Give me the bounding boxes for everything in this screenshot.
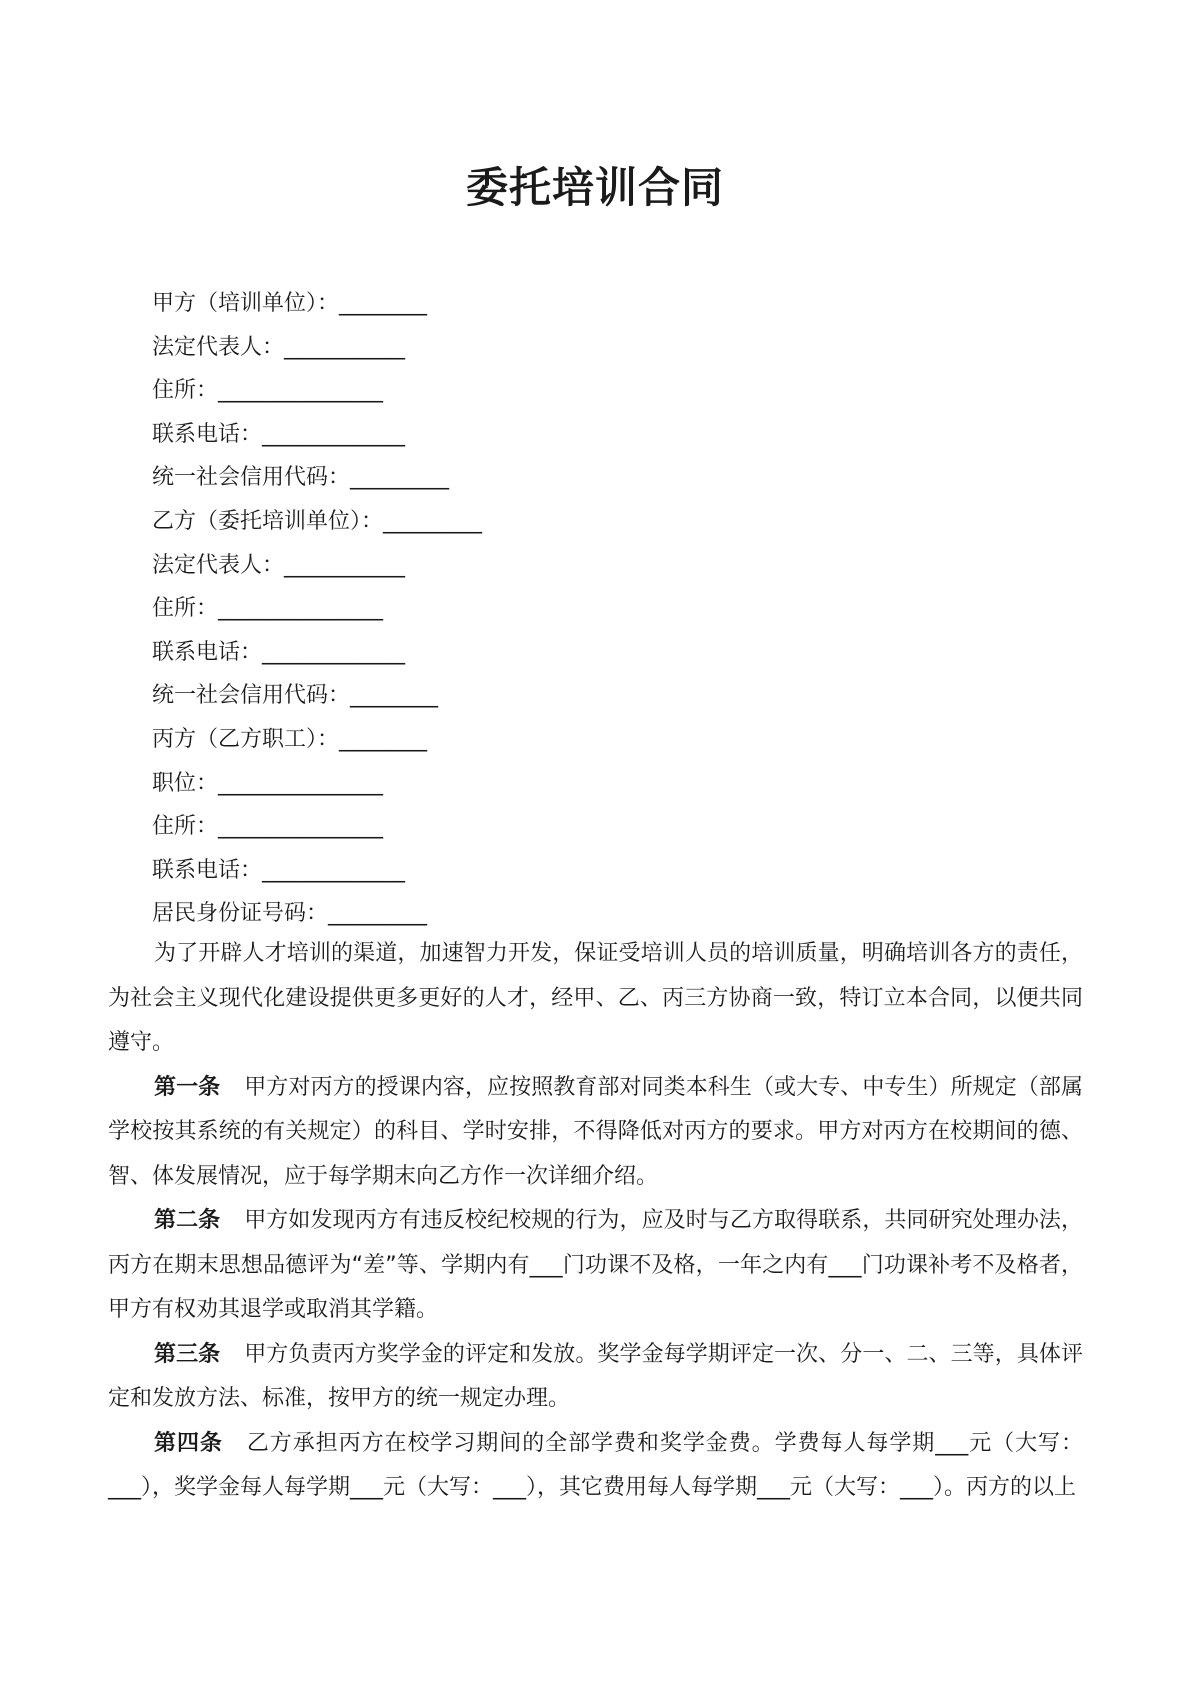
field-party-a-credit-code: 统一社会信用代码：_________ [152, 465, 450, 491]
field-party-c-phone: 联系电话：_____________ [152, 857, 406, 883]
field-party-b: 乙方（委托培训单位）：_________ [152, 508, 483, 534]
field-party-b-address: 住所：_______________ [152, 596, 384, 622]
field-party-b-representative: 法定代表人：___________ [152, 552, 406, 578]
field-party-c-id-number: 居民身份证号码：_________ [152, 901, 428, 927]
article-4 [108, 1422, 1083, 1511]
field-party-a-address: 住所：_______________ [152, 378, 384, 404]
article-3 [108, 1333, 1083, 1422]
article-4-text: 乙方承担丙方在校学习期间的全部学费和奖学金费。学费每人每学期___元（大写：___），奖学金每人每学期___元（大写：___），其它费用每人每学期___元（大写：___）。丙方的以上 [108, 1430, 1083, 1500]
article-1-text: 甲方对丙方的授课内容，应按照教育部对同类本科生（或大专、中专生）所规定（部属学校按其系统的有关规定）的科目、学时安排，不得降低对丙方的要求。甲方对丙方在校期间的德、智、体发展情况，应于每学期末向乙方作一次详细介绍。 [108, 1074, 1083, 1189]
article-2-label: 第二条 [154, 1208, 221, 1233]
document-title: 委托培训合同 [465, 163, 724, 212]
field-party-a: 甲方（培训单位）：________ [152, 291, 428, 316]
article-2 [108, 1199, 1083, 1333]
article-2-text: 甲方如发现丙方有违反校纪校规的行为，应及时与乙方取得联系，共同研究处理办法，丙方在期末思想品德评为“差”等、学期内有___门功课不及格，一年之内有___门功课补考不及格者，甲方有权劝其退学或取消其学籍。 [108, 1208, 1083, 1322]
article-3-text: 甲方负责丙方奖学金的评定和发放。奖学金每学期评定一次、分一、二、三等，具体评定和发放方法、标准，按甲方的统一规定办理。 [108, 1341, 1083, 1411]
field-party-c-address: 住所：_______________ [152, 814, 384, 840]
field-party-c-position: 职位：_______________ [152, 770, 384, 796]
preamble-paragraph: 为了开辟人才培训的渠道，加速智力开发，保证受培训人员的培训质量，明确培训各方的责任，为社会主义现代化建设提供更多更好的人才，经甲、乙、丙三方协商一致，特订立本合同，以便共同遵守。 [108, 941, 1083, 1055]
article-1-label: 第一条 [154, 1074, 221, 1100]
article-1 [108, 1066, 1083, 1200]
field-party-a-phone: 联系电话：_____________ [152, 421, 406, 447]
field-party-b-phone: 联系电话：_____________ [152, 639, 406, 665]
article-4-label: 第四条 [154, 1430, 223, 1456]
field-party-a-representative: 法定代表人：___________ [152, 334, 406, 360]
contract-body [108, 932, 1083, 1511]
article-3-label: 第三条 [154, 1341, 221, 1367]
field-party-c: 丙方（乙方职工）：________ [152, 726, 428, 752]
field-party-b-credit-code: 统一社会信用代码：________ [152, 683, 439, 709]
party-info-list [152, 282, 1052, 936]
